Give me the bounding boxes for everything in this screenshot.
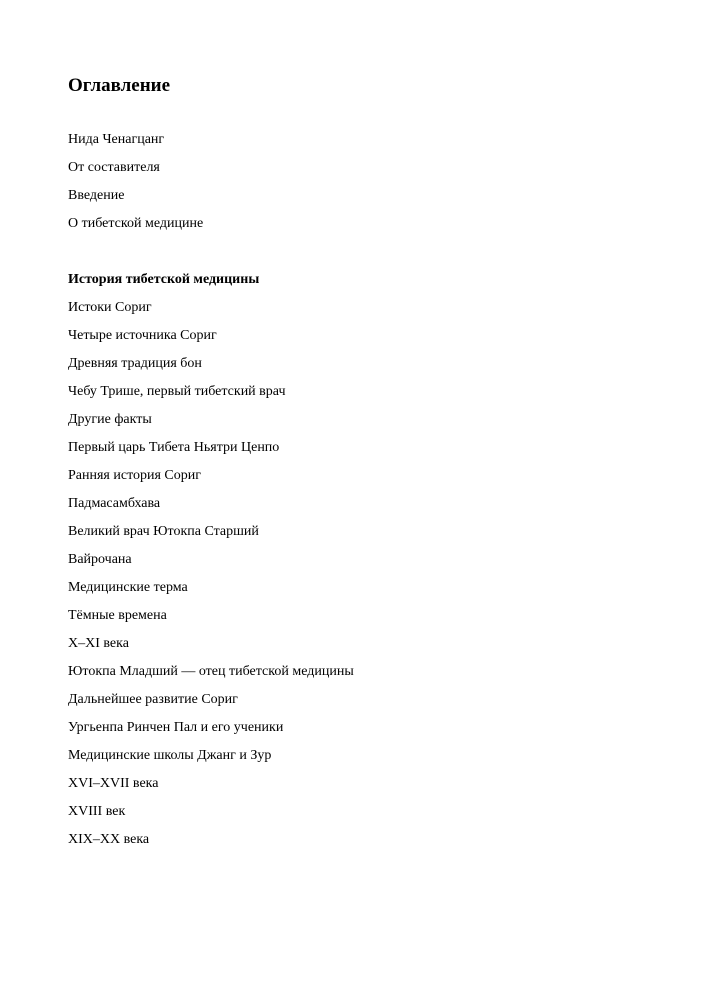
toc-item-nida-chenagtsang[interactable]: Нида Ченагцанг <box>68 132 165 147</box>
toc-item-18-century[interactable]: XVIII век <box>68 804 126 819</box>
toc-item-four-sources[interactable]: Четыре источника Сориг <box>68 328 217 343</box>
toc-item-bon-tradition[interactable]: Древняя традиция бон <box>68 356 202 371</box>
toc-item-early-history[interactable]: Ранняя история Сориг <box>68 468 202 483</box>
toc-item-urgyenpa[interactable]: Ургьенпа Ринчен Пал и его ученики <box>68 720 284 735</box>
toc-item-jang-zur-schools[interactable]: Медицинские школы Джанг и Зур <box>68 748 272 763</box>
toc-item-padmasambhava[interactable]: Падмасамбхава <box>68 496 161 511</box>
toc-item-from-compiler[interactable]: От составителя <box>68 160 160 175</box>
toc-item-chebu-trishe[interactable]: Чебу Трише, первый тибетский врач <box>68 384 286 399</box>
toc-item-medical-terma[interactable]: Медицинские терма <box>68 580 188 595</box>
toc-spacer <box>68 242 354 270</box>
toc-item-10-11-centuries[interactable]: X–XI века <box>68 636 129 651</box>
toc-heading: Оглавление <box>68 75 171 96</box>
toc-list <box>68 130 354 858</box>
toc-item-sowa-rigpa-origins[interactable]: Истоки Сориг <box>68 300 152 315</box>
toc-section-history[interactable]: История тибетской медицины <box>68 272 260 287</box>
toc-item-vairochana[interactable]: Вайрочана <box>68 552 132 567</box>
toc-item-about-tibetan-medicine[interactable]: О тибетской медицине <box>68 216 204 231</box>
toc-item-introduction[interactable]: Введение <box>68 188 125 203</box>
toc-item-further-development[interactable]: Дальнейшее развитие Сориг <box>68 692 238 707</box>
toc-item-16-17-centuries[interactable]: XVI–XVII века <box>68 776 159 791</box>
toc-item-yutok-elder[interactable]: Великий врач Ютокпа Старший <box>68 524 259 539</box>
toc-item-yutok-younger[interactable]: Ютокпа Младший — отец тибетской медицины <box>68 664 354 679</box>
toc-item-other-facts[interactable]: Другие факты <box>68 412 152 427</box>
toc-item-nyatri-tsenpo[interactable]: Первый царь Тибета Ньятри Ценпо <box>68 440 280 455</box>
toc-item-dark-times[interactable]: Тёмные времена <box>68 608 167 623</box>
toc-item-19-20-centuries[interactable]: XIX–XX века <box>68 832 150 847</box>
